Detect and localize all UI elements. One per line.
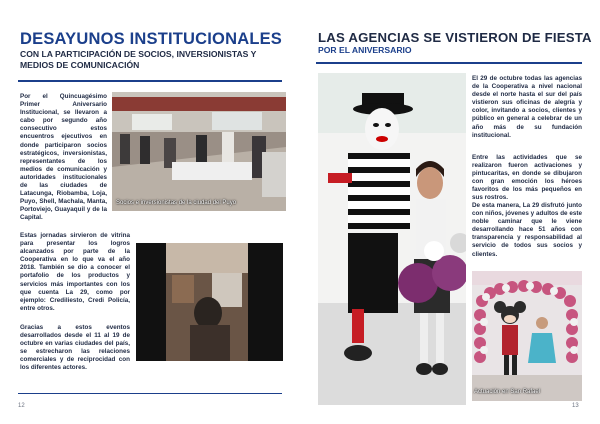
san-rafael-caption: Actuación en San Rafael <box>474 389 541 395</box>
left-page-number: 12 <box>18 403 25 409</box>
left-paragraph-3: Gracias a estos eventos desarrollados desde el 11 al 19 de octubre en varias ciudades del país, se estrecharon las relaciones comerciales y de reciprocidad con los diferentes actores. <box>20 324 130 372</box>
left-subtitle-line1: CON LA PARTICIPACIÓN DE SOCIOS, INVERSIONISTAS Y <box>20 49 257 59</box>
left-bottom-rule <box>18 393 282 394</box>
right-subtitle: POR EL ANIVERSARIO <box>318 45 412 55</box>
left-subtitle-line2: MEDIOS DE COMUNICACIÓN <box>20 60 140 70</box>
right-page-number: 13 <box>572 403 579 409</box>
left-paragraph-2: Estas jornadas sirvieron de vitrina para presentar los logros alcanzados por parte de la Cooperativa en lo que va el año 2018. También se dio a conocer el portafolio de los productos y servicios más importantes con los que cuenta La 29, como por ejemplo: Crediliesto, Credi Policía, entre otros. <box>20 232 130 312</box>
right-title: LAS AGENCIAS SE VISTIERON DE FIESTA <box>318 30 592 45</box>
breakfast-photo-caption: Socios e inversionistas de la ciudad del Puyo <box>116 200 237 206</box>
left-title-rule <box>18 80 282 82</box>
mime-face-paint-photo <box>318 73 466 405</box>
presentation-photo <box>136 243 283 361</box>
left-paragraph-1: Por el Quincuagésimo Primer Aniversario Institucional, se llevaron a cabo por segundo año consecutivo estos encuentros ejecutivos en donde participaron socios estratégicos, inversionistas, representantes de los medios de comunicación y autoridades institucionales de las ciudades de Latacunga, Riobamba, Loja, Puyo, Shell, Machala, Manta, Portoviejo, Guayaquil y de la Capital. <box>20 93 107 222</box>
right-paragraph-3: De esta manera, La 29 disfrutó junto con niños, jóvenes y adultos de este noble caminar que le viene desarrollando hace 51 años con transparencia y responsabilidad al servicio de todos sus socios y clientes. <box>472 202 582 258</box>
right-paragraph-2: Entre las actividades que se realizaron fueron activaciones y pintucaritas, en donde se dibujaron con gran emoción los héroes favoritos de los más pequeños en sus rostros. <box>472 154 582 202</box>
breakfast-photo <box>112 92 286 211</box>
left-title: DESAYUNOS INSTITUCIONALES <box>20 30 283 48</box>
san-rafael-photo <box>472 271 582 401</box>
right-page <box>300 0 600 424</box>
right-title-rule <box>316 62 582 64</box>
right-paragraph-1: El 29 de octubre todas las agencias de la Cooperativa a nivel nacional desde el norte hasta el sur del país vistieron sus oficinas de alegría y color, invitando a socios, clientes y público en general a celebrar de un año más de su fundación institucional. <box>472 75 582 139</box>
